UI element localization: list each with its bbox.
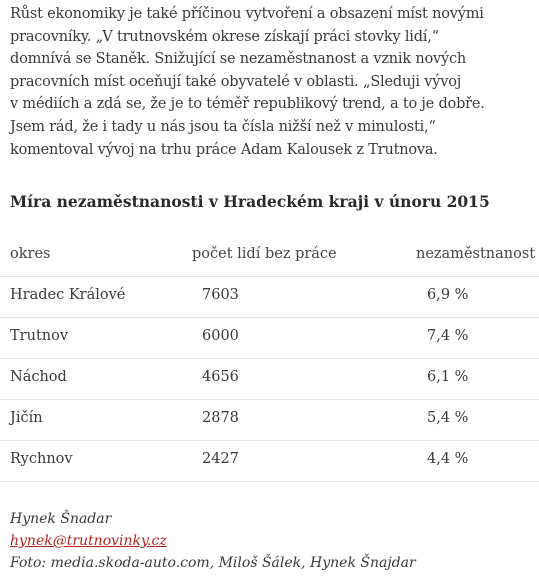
cell-district: Trutnov: [10, 328, 69, 344]
cell-unemployed-count: 2878: [202, 410, 239, 426]
article-paragraph: [10, 3, 535, 161]
header-district: okres: [10, 246, 51, 262]
cell-unemployed-count: 7603: [202, 287, 239, 303]
table-row: [0, 441, 539, 482]
paragraph-line: v médiích a zdá se, že je to téměř republikový trend, a to je dobře.: [10, 96, 485, 113]
table-row: [0, 318, 539, 359]
cell-district: Hradec Králové: [10, 287, 126, 303]
cell-unemployment-rate: 5,4 %: [427, 410, 469, 426]
cell-district: Rychnov: [10, 451, 73, 467]
header-unemployment-rate: nezaměstnanost: [416, 246, 536, 262]
author-name: Hynek Šnadar: [10, 511, 112, 527]
paragraph-line: pracovních míst oceňují také obyvatelé v oblasti. „Sleduji vývoj: [10, 73, 462, 90]
cell-unemployed-count: 2427: [202, 451, 239, 467]
paragraph-line: domnívá se Staněk. Snižující se nezaměstnanost a vznik nových: [10, 51, 467, 68]
paragraph-line: komentoval vývoj na trhu práce Adam Kalousek z Trutnova.: [10, 141, 438, 158]
unemployment-table: [0, 235, 539, 482]
photo-credit: Foto: media.skoda-auto.com, Miloš Šálek, Hynek Šnajdar: [10, 555, 416, 571]
table-row: [0, 359, 539, 400]
table-header-row: [0, 235, 539, 277]
article-body: [10, 3, 535, 161]
cell-unemployment-rate: 6,1 %: [427, 369, 469, 385]
cell-unemployment-rate: 6,9 %: [427, 287, 469, 303]
table-title: Míra nezaměstnanosti v Hradeckém kraji v únoru 2015: [10, 192, 490, 211]
cell-district: Jičín: [10, 410, 43, 426]
header-unemployed-count: počet lidí bez práce: [192, 246, 337, 262]
cell-unemployed-count: 6000: [202, 328, 239, 344]
table-row: [0, 400, 539, 441]
cell-unemployment-rate: 4,4 %: [427, 451, 469, 467]
author-email-link[interactable]: hynek@trutnovinky.cz: [10, 533, 167, 549]
paragraph-line: Růst ekonomiky je také příčinou vytvoření a obsazení míst novými: [10, 6, 484, 22]
cell-unemployed-count: 4656: [202, 369, 239, 385]
paragraph-line: Jsem rád, že i tady u nás jsou ta čísla nižší než v minulosti,“: [10, 118, 436, 135]
article-signature: [10, 508, 416, 574]
cell-district: Náchod: [10, 369, 67, 385]
cell-unemployment-rate: 7,4 %: [427, 328, 469, 344]
paragraph-line: pracovníky. „V trutnovském okrese získají práci stovky lidí,“: [10, 28, 439, 45]
table-row: [0, 277, 539, 318]
